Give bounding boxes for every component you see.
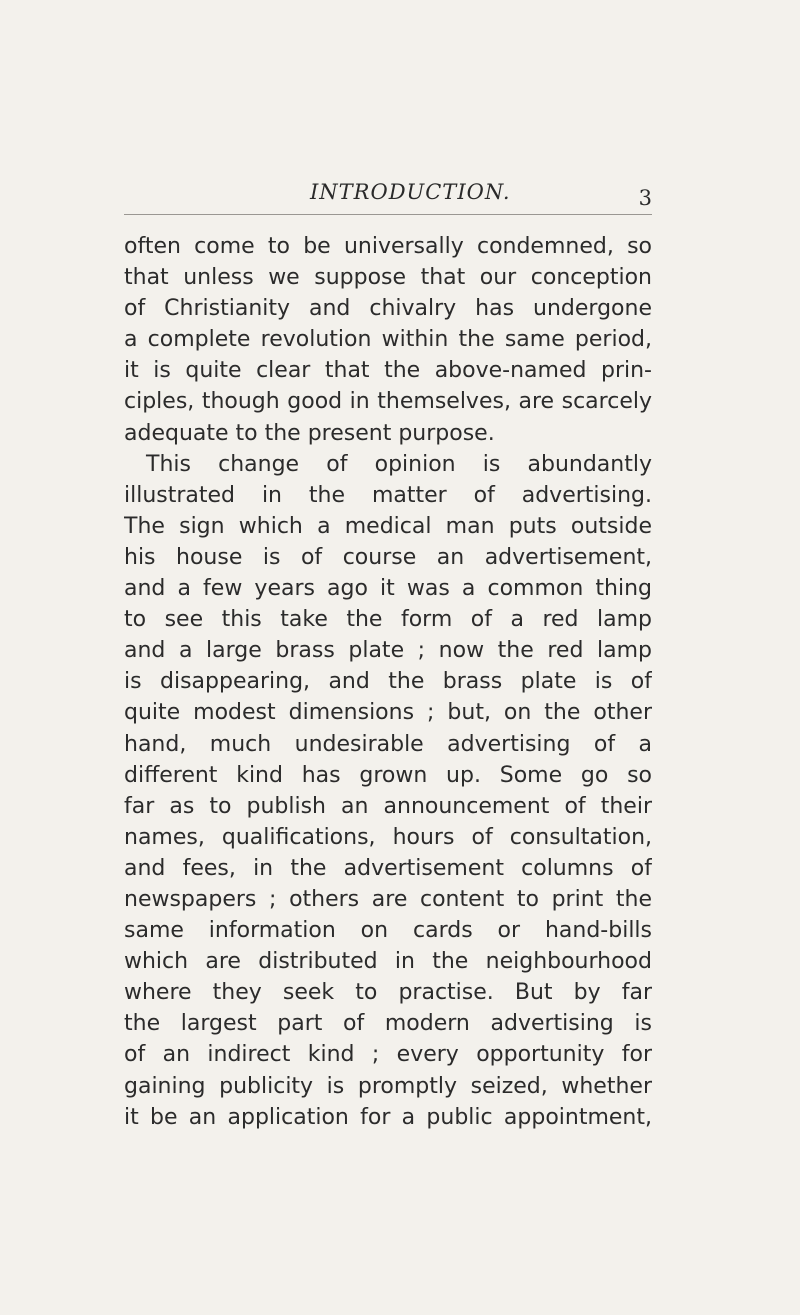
text-line: far as to publish an announcement of their	[124, 793, 652, 819]
text-line: The sign which a medical man puts outside	[124, 513, 652, 539]
text-line: hand, much undesirable advertising of a	[124, 731, 652, 757]
text-line: a complete revolution within the same period,	[124, 327, 652, 353]
text-line: newspapers ; others are content to print the	[124, 886, 652, 912]
text-line: of an indirect kind ; every opportunity for	[124, 1042, 652, 1068]
text-line: This change of opinion is abundantly	[146, 451, 652, 477]
text-line: adequate to the present purpose.	[124, 420, 495, 446]
text-line: different kind has grown up. Some go so	[124, 762, 652, 788]
text-line: it is quite clear that the above-named prin-	[124, 358, 652, 384]
text-line: quite modest dimensions ; but, on the other	[124, 700, 652, 726]
text-line: that unless we suppose that our conception	[124, 265, 652, 291]
text-line: of Christianity and chivalry has undergone	[124, 296, 652, 322]
text-line: names, qualifications, hours of consultation,	[124, 824, 652, 850]
text-line: ciples, though good in themselves, are scarcely	[124, 389, 652, 415]
text-line: and a large brass plate ; now the red lamp	[124, 638, 652, 664]
text-line: and fees, in the advertisement columns of	[124, 855, 652, 881]
text-line: it be an application for a public appointment,	[124, 1104, 652, 1130]
text-line: his house is of course an advertisement,	[124, 544, 652, 570]
text-line: is disappearing, and the brass plate is of	[124, 669, 652, 695]
running-title: INTRODUCTION.	[310, 180, 511, 204]
running-header	[124, 178, 652, 215]
text-line: to see this take the form of a red lamp	[124, 607, 652, 633]
body-text	[124, 231, 652, 1133]
text-line: the largest part of modern advertising is	[124, 1011, 652, 1037]
text-line: illustrated in the matter of advertising.	[124, 482, 652, 508]
page-number: 3	[638, 186, 652, 210]
text-line: and a few years ago it was a common thing	[124, 576, 652, 602]
text-line: where they seek to practise. But by far	[124, 980, 652, 1006]
text-line: which are distributed in the neighbourhood	[124, 949, 652, 975]
text-line: gaining publicity is promptly seized, whether	[124, 1073, 652, 1099]
text-line: often come to be universally condemned, so	[124, 234, 652, 259]
text-line: same information on cards or hand-bills	[124, 918, 652, 944]
